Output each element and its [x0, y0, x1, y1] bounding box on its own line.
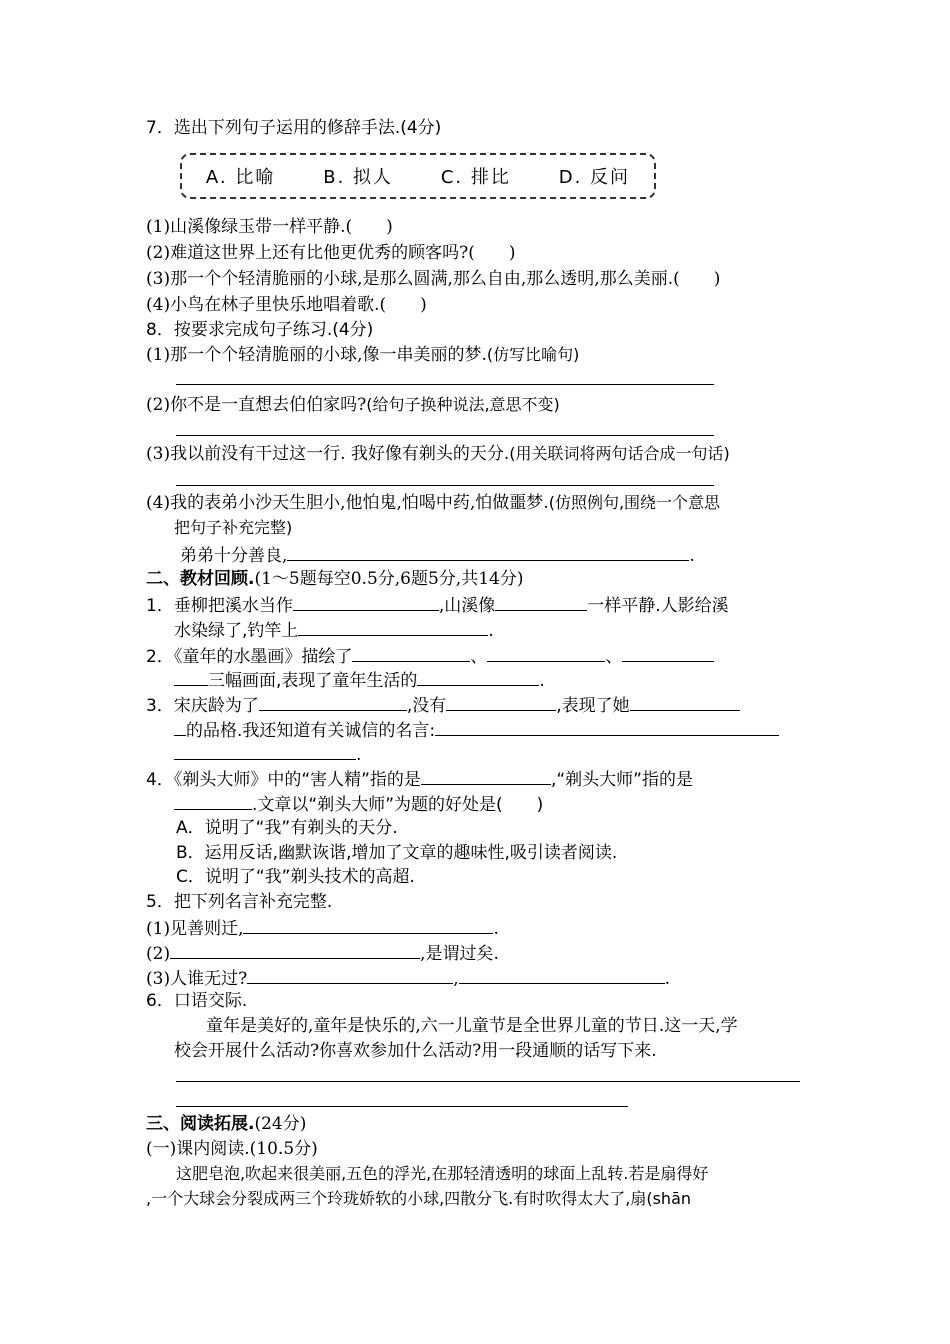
sec2-q1-line2 [174, 617, 494, 643]
sec2-q2-text-c: 、 [605, 647, 623, 667]
sec2-q2-text-d: 三幅画面,表现了童年生活的 [208, 671, 418, 691]
sec2-q4-option-b: B．运用反话,幽默诙谐,增加了文章的趣味性,吸引读者阅读. [176, 843, 618, 863]
sec2-q3-line1 [146, 692, 740, 718]
sec2-heading [146, 567, 523, 591]
q7-item-4: (4)小鸟在林子里快乐地唱着歌.( ) [146, 295, 427, 315]
sec2-q6-prompt-2: 校会开展什么活动?你喜欢参加什么活动?用一段通顺的话写下来. [174, 1041, 657, 1061]
sec2-q1-blank-3[interactable] [298, 617, 488, 636]
sec2-q5-2-num: (2) [146, 944, 171, 964]
sec2-q3-blank-3-cont[interactable] [174, 717, 186, 736]
sec2-q5-1-text: (1)见善则迁, [146, 919, 244, 939]
q8-s1 [146, 343, 579, 367]
sec2-q5-3-blank-2[interactable] [459, 965, 665, 984]
sec2-q2-blank-3[interactable] [622, 643, 714, 662]
sec2-q4-text-a: 4．《剃头大师》中的“害人精”指的是 [146, 770, 421, 790]
sec2-q5-3 [146, 965, 670, 991]
sec3-score: (24分) [254, 1114, 307, 1134]
sec2-q3-blank-3[interactable] [630, 692, 740, 711]
sec2-q4-text-c: .文章以“剃头大师”为题的好处是( ) [252, 795, 544, 815]
sec2-q4-blank-1[interactable] [421, 766, 551, 785]
sec2-q2-blank-3-cont[interactable] [174, 667, 208, 686]
sec3-title: 三、阅读拓展. [146, 1114, 255, 1134]
q8-s4 [146, 491, 720, 515]
sec2-q2-line1 [146, 643, 714, 669]
sec2-q1-text-c: 一样平静.人影给溪 [587, 596, 729, 616]
sec2-q2-text-a: 2．《童年的水墨画》描绘了 [146, 647, 353, 667]
sec2-q5-2-blank[interactable] [170, 940, 420, 959]
sec2-title: 二、教材回顾. [146, 569, 255, 589]
sec3-passage-line-1: 这肥皂泡,吹起来很美丽,五色的浮光,在那轻清透明的球面上乱转.若是扇得好 [176, 1164, 709, 1183]
sec2-q3-blank-4-cont[interactable] [174, 741, 356, 760]
sec2-q1-blank-1[interactable] [293, 592, 439, 611]
sec2-q5-3-end: . [664, 969, 671, 989]
sec2-q3-line3 [174, 741, 361, 767]
q8-s3-hint: (用关联词将两句话合成一句话) [509, 444, 730, 463]
sec2-q1-blank-2[interactable] [495, 592, 587, 611]
sec3-passage-line-2: ,一个大球会分裂成两三个玲珑娇软的小球,四散分飞.有时吹得太大了,扇(shān [146, 1189, 692, 1208]
sec2-q2-text-b: 、 [470, 647, 488, 667]
q8-s2-answer-line[interactable] [176, 435, 714, 436]
sec2-q3-text-e: . [356, 745, 362, 765]
q7-title: 7．选出下列句子运用的修辞手法.(4分) [146, 118, 442, 138]
sec2-q5-title: 5．把下列名言补充完整. [146, 892, 333, 912]
q7-option-c: C. 排比 [440, 167, 511, 188]
sec2-q6-answer-line-2[interactable] [176, 1106, 628, 1107]
sec2-q5-2-text: ,是谓过矣. [420, 944, 499, 964]
q7-option-a: A. 比喻 [205, 167, 276, 188]
sec2-q4-line1 [146, 766, 693, 792]
sec2-q5-1-blank[interactable] [243, 915, 493, 934]
sec2-q3-text-b: ,没有 [406, 696, 447, 716]
sec2-q4-line2 [174, 791, 543, 817]
q8-s1-hint: (仿写比喻句) [486, 345, 580, 364]
sec2-q5-3-text: (3)人谁无过? [146, 969, 248, 989]
q8-s3-text: (3)我以前没有干过这一行. 我好像有剃头的天分. [146, 444, 510, 464]
sec2-q2-line2 [174, 667, 545, 693]
q8-s4-text: (4)我的表弟小沙天生胆小,他怕鬼,怕喝中药,怕做噩梦. [146, 493, 549, 513]
sec2-q1-text-e: . [488, 621, 494, 641]
sec2-score: (1～5题每空0.5分,6题5分,共14分) [254, 569, 524, 589]
q7-item-2: (2)难道这世界上还有比他更优秀的顾客吗?( ) [146, 243, 516, 263]
q8-s1-text: (1)那一个个轻清脆丽的小球,像一串美丽的梦. [146, 345, 487, 365]
q8-s2-hint: (给句子换种说法,意思不变) [366, 395, 560, 414]
q7-item-3: (3)那一个个轻清脆丽的小球,是那么圆满,那么自由,那么透明,那么美丽.( ) [146, 269, 721, 289]
q8-s4-start: 弟弟十分善良, [180, 546, 288, 566]
sec2-q3-blank-2[interactable] [446, 692, 556, 711]
sec3-heading [146, 1112, 306, 1136]
sec2-q5-1 [146, 915, 499, 941]
q8-s1-answer-line[interactable] [176, 384, 714, 385]
sec2-q3-blank-1[interactable] [259, 692, 407, 711]
q7-option-b: B. 拟人 [323, 167, 394, 188]
q8-s4-blank[interactable] [287, 542, 689, 561]
sec2-q6-answer-line-1[interactable] [176, 1081, 800, 1082]
q8-s3 [146, 442, 730, 466]
q8-s4-fill [180, 542, 695, 568]
sec2-q4-text-b: ,“剃头大师”指的是 [550, 770, 693, 790]
sec2-q4-option-c: C．说明了“我”剃头技术的高超. [176, 867, 415, 887]
sec2-q3-line2 [174, 717, 779, 743]
sec2-q6-title: 6．口语交际. [146, 991, 248, 1011]
sec2-q4-blank-2[interactable] [174, 791, 252, 810]
sec2-q5-2 [146, 940, 499, 966]
q8-s2 [146, 393, 560, 417]
sec2-q3-text-d: 的品格.我还知道有关诚信的名言: [186, 721, 436, 741]
sec2-q1-text-d: 水染绿了,钓竿上 [174, 621, 299, 641]
sec2-q2-blank-2[interactable] [487, 643, 605, 662]
sec3-sub1: (一)课内阅读.(10.5分) [146, 1139, 318, 1159]
q8-s4-hint-cont: 把句子补充完整) [174, 518, 293, 537]
sec2-q2-blank-1[interactable] [352, 643, 470, 662]
q8-s4-end: . [689, 546, 695, 566]
sec2-q3-blank-4[interactable] [435, 717, 779, 736]
sec2-q1-text-a: 1．垂柳把溪水当作 [146, 596, 293, 616]
q7-item-1: (1)山溪像绿玉带一样平静.( ) [146, 217, 393, 237]
sec2-q5-3-blank-1[interactable] [247, 965, 453, 984]
q8-s2-text: (2)你不是一直想去伯伯家吗? [146, 395, 367, 415]
sec2-q3-text-a: 3．宋庆龄为了 [146, 696, 259, 716]
q8-title: 8．按要求完成句子练习.(4分) [146, 320, 374, 340]
q7-options-box [180, 153, 656, 199]
sec2-q5-1-end: . [493, 919, 499, 939]
sec2-q2-text-e: . [539, 671, 545, 691]
sec2-q6-prompt-1: 童年是美好的,童年是快乐的,六一儿童节是全世界儿童的节日.这一天,学 [206, 1016, 738, 1036]
sec2-q1-line1 [146, 592, 729, 618]
q7-option-d: D. 反问 [558, 167, 631, 188]
sec2-q1-text-b: ,山溪像 [438, 596, 496, 616]
q8-s4-hint: (仿照例句,围绕一个意思 [548, 493, 721, 512]
sec2-q3-text-c: ,表现了她 [556, 696, 630, 716]
sec2-q4-option-a: A．说明了“我”有剃头的天分. [176, 818, 398, 838]
q8-s3-answer-line[interactable] [176, 485, 714, 486]
sec2-q2-blank-4[interactable] [417, 667, 539, 686]
sec2-q5-3-comma: , [453, 969, 459, 989]
